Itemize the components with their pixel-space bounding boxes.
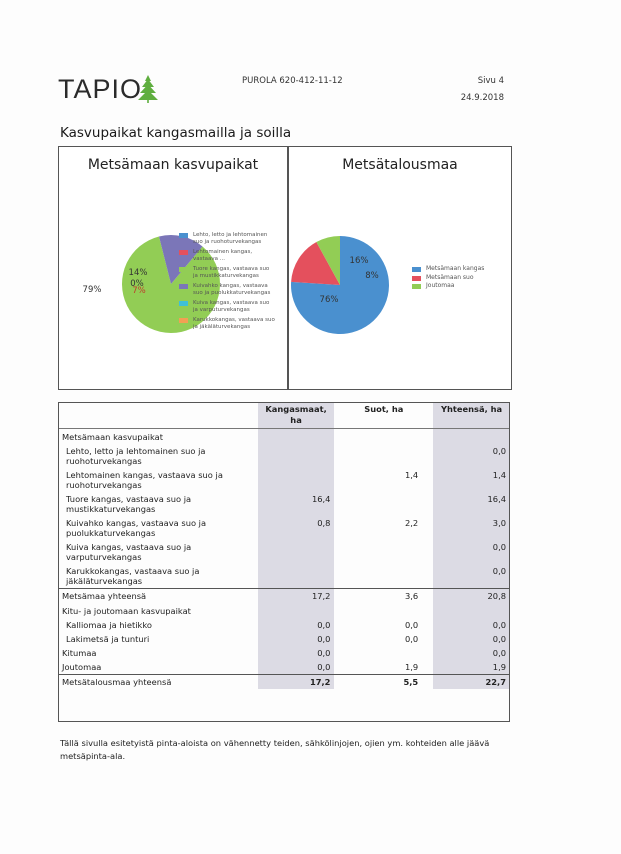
legend-swatch [179,250,188,255]
pie-data-label: 8% [365,271,379,281]
gap-cell [422,646,433,660]
row-label: Tuore kangas, vastaava suo ja mustikkaturvekangas [66,494,192,514]
legend-swatch [179,318,188,323]
cell-empty [345,429,422,445]
gap-cell [422,589,433,604]
page-number: Sivu 4 [477,76,504,86]
legend-swatch [179,284,188,289]
cell-mineral: 0,0 [258,646,335,660]
cell-empty [258,603,335,618]
row-label: Karukkokangas, vastaava suo ja jäkäläturvekangas [66,566,200,586]
cell-peat [345,646,422,660]
gap-cell [334,564,345,589]
forestry-land-legend [412,266,504,292]
gap-cell [334,492,345,516]
row-label: Lakimetsä ja tunturi [66,634,150,644]
legend-item [179,317,275,330]
gap-cell [334,603,345,618]
pie-data-label: 79% [82,285,102,295]
legend-item [412,283,504,290]
legend-label: Metsämaan suo [426,273,474,281]
chart-title: Metsätalousmaa [342,157,458,173]
table-row [58,646,510,660]
cell-mineral: 17,2 [258,675,335,690]
cell-total: 1,4 [433,468,510,492]
cell-peat: 1,4 [404,470,419,480]
footnote: Tällä sivulla esitetyistä pinta-aloista on vähennetty teiden, sähkölinjojen, ojien ym. kohteiden alle jäävä metsäpinta-ala. [60,738,490,761]
legend-swatch [412,284,421,289]
page-title: Kasvupaikat kangasmailla ja soilla [60,125,292,141]
table-section-row [58,429,510,445]
cell-mineral [258,468,335,492]
legend-item [179,300,275,313]
table-row [58,564,510,589]
cell-empty [433,603,510,618]
table-row [58,632,510,646]
header-total: Yhteensä, ha [433,402,510,429]
cell-peat: 0,0 [404,620,419,630]
table-header-row [58,402,510,429]
cell-peat [345,492,422,516]
cell-mineral: 17,2 [258,589,335,604]
legend-item [179,266,275,279]
cell-mineral: 0,8 [258,516,335,540]
cell-total: 22,7 [433,675,510,690]
pie-data-label: 0% [130,279,144,289]
header-mineral-soils: Kangasmaat, ha [258,402,335,429]
cell-mineral: 0,0 [258,618,335,632]
grand-total-row [58,675,510,690]
gap-cell [422,492,433,516]
gap-cell [334,646,345,660]
row-label: Joutomaa [62,662,102,672]
cell-peat: 3,6 [345,589,422,604]
gap-cell [422,429,433,445]
gap-cell [422,564,433,589]
legend-swatch [179,267,188,272]
table-section-row [58,603,510,618]
gap-cell [334,589,345,604]
cell-total: 0,0 [433,646,510,660]
legend-label: Tuore kangas, vastaava suo ja mustikkaturvekangas [193,266,270,279]
cell-mineral: 0,0 [258,660,335,675]
legend-label: Kuivahko kangas, vastaava suo ja puolukkaturvekangas [193,283,271,296]
gap-cell [422,444,433,468]
report-date: 24.9.2018 [460,93,504,103]
section-label: Kitu- ja joutomaan kasvupaikat [62,606,191,616]
cell-total: 0,0 [433,540,510,564]
gap-cell [334,632,345,646]
cell-total: 3,0 [433,516,510,540]
row-label: Kuivahko kangas, vastaava suo ja puolukkaturvekangas [66,518,207,538]
cell-total: 20,8 [433,589,510,604]
cell-total: 0,0 [433,618,510,632]
cell-empty [258,429,335,445]
section-label: Metsämaan kasvupaikat [62,432,163,442]
gap-cell [422,660,433,675]
cell-mineral [258,540,335,564]
gap-cell [422,540,433,564]
legend-label: Kuiva kangas, vastaava suo ja varputurvekangas [193,300,270,313]
cell-total: 1,9 [433,660,510,675]
cell-total: 0,0 [433,444,510,468]
cell-empty [345,603,422,618]
gap-cell [422,468,433,492]
gap-cell [334,675,345,690]
cell-mineral [258,444,335,468]
header-gap [422,402,433,429]
cell-peat [345,540,422,564]
cell-mineral: 16,4 [258,492,335,516]
cell-peat: 0,0 [404,634,419,644]
legend-swatch [412,267,421,272]
table-row [58,540,510,564]
gap-cell [334,429,345,445]
table-row [58,444,510,468]
row-label: Kalliomaa ja hietikko [66,620,152,630]
legend-label: Joutomaa [426,282,455,289]
site-type-table [58,402,510,689]
legend-swatch [412,276,421,281]
legend-label: Lehtomainen kangas, vastaava ... [193,249,253,262]
legend-item [412,275,504,282]
row-label: Metsätalousmaa yhteensä [58,675,258,690]
table-row [58,618,510,632]
pie-data-label: 14% [128,268,148,278]
legend-label: Karukkokangas, vastaava suo ja jäkäläturvekangas [193,317,275,330]
cell-peat: 5,5 [345,675,422,690]
cell-peat [345,564,422,589]
legend-item [412,266,504,273]
pie-data-label: 7% [132,286,146,296]
gap-cell [334,660,345,675]
row-label: Kuiva kangas, vastaava suo ja varputurvekangas [66,542,192,562]
cell-peat: 2,2 [404,518,419,528]
legend-item [179,283,275,296]
gap-cell [422,603,433,618]
cell-peat [345,444,422,468]
tree-logo-icon [137,74,159,104]
table-row [58,516,510,540]
gap-cell [334,468,345,492]
legend-item [179,249,275,262]
legend-swatch [179,301,188,306]
gap-cell [422,618,433,632]
row-label: Metsämaa yhteensä [58,589,258,604]
table-row [58,468,510,492]
cell-mineral [258,564,335,589]
row-label: Lehto, letto ja lehtomainen suo ja ruohoturvekangas [66,446,206,466]
table-row [58,660,510,675]
gap-cell [422,632,433,646]
legend-swatch [179,233,188,238]
gap-cell [334,516,345,540]
legend-label: Lehto, letto ja lehtomainen suo ja ruohoturvekangas [193,232,268,245]
cell-peat: 1,9 [404,662,419,672]
chart-title: Metsämaan kasvupaikat [87,157,259,173]
cell-total: 0,0 [433,564,510,589]
row-label: Lehtomainen kangas, vastaava suo ja ruohoturvekangas [66,470,223,490]
cell-total: 16,4 [433,492,510,516]
forestry-land-chart [288,146,512,390]
document-id: PUROLA 620-412-11-12 [242,76,343,86]
legend-label: Metsämaan kangas [426,265,485,272]
gap-cell [334,618,345,632]
gap-cell [422,675,433,690]
gap-cell [334,444,345,468]
cell-total: 0,0 [433,632,510,646]
forest-land-legend [179,232,275,334]
legend-item [179,232,275,245]
forest-land-total-row [58,589,510,604]
cell-mineral: 0,0 [258,632,335,646]
header-gap [334,402,345,429]
table-row [58,492,510,516]
logo: TAPIO [58,74,143,104]
header-blank [58,402,258,429]
header-peatlands: Suot, ha [345,402,422,429]
forest-land-chart [58,146,288,390]
gap-cell [334,540,345,564]
pie-data-label: 16% [349,256,369,266]
cell-empty [433,429,510,445]
row-label: Kitumaa [62,648,97,658]
gap-cell [422,516,433,540]
pie-data-label: 76% [319,295,339,305]
